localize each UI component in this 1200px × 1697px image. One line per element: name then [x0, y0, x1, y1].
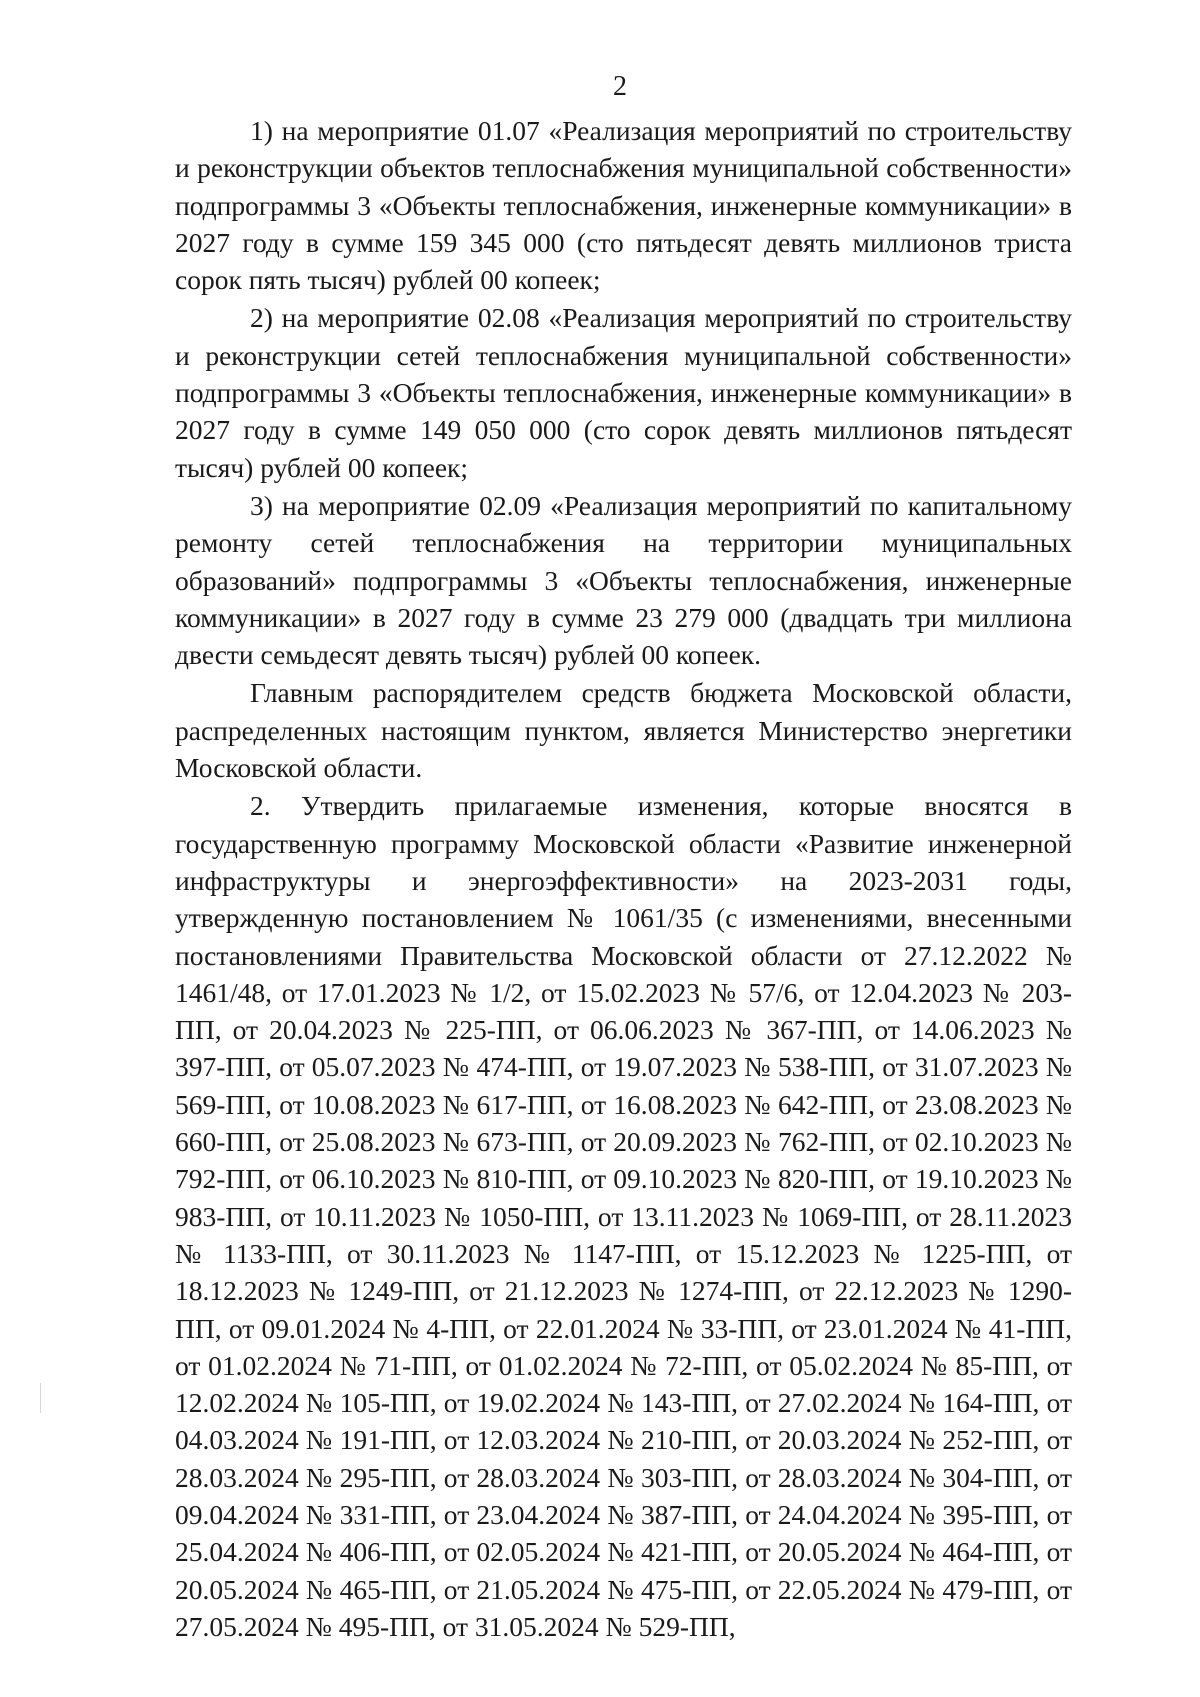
document-body [175, 112, 1072, 1645]
paragraph-budget-manager: Главным распорядителем средств бюджета Московской области, распределенных настоящим пунктом, является Министерство энергетики Московской области. [175, 677, 1072, 784]
paragraph-item-3: 3) на мероприятие 02.09 «Реализация мероприятий по капитальному ремонту сетей теплоснабжения на территории муниципальных образований» подпрограммы 3 «Объекты теплоснабжения, инженерные коммуникации» в 2027 году в сумме 23 279 000 (двадцать три миллиона двести семьдесят девять тысяч) рублей 00 копеек. [175, 489, 1072, 671]
scan-edge-mark [40, 1383, 41, 1413]
paragraph-point-2-approve-changes: 2. Утвердить прилагаемые изменения, которые вносятся в государственную программу Московской области «Развитие инженерной инфраструктуры и энергоэффективности» на 2023-2031 годы, утвержденную постановлением № 1061/35 (с изменениями, внесенными постановлениями Правительства Московской области от 27.12.2022 № 1461/48, от 17.01.2023 № 1/2, от 15.02.2023 № 57/6, от 12.04.2023 № 203-ПП, от 20.04.2023 № 225-ПП, от 06.06.2023 № 367-ПП, от 14.06.2023 № 397-ПП, от 05.07.2023 № 474-ПП, от 19.07.2023 № 538-ПП, от 31.07.2023 № 569-ПП, от 10.08.2023 № 617-ПП, от 16.08.2023 № 642-ПП, от 23.08.2023 № 660-ПП, от 25.08.2023 № 673-ПП, от 20.09.2023 № 762-ПП, от 02.10.2023 № 792-ПП, от 06.10.2023 № 810-ПП, от 09.10.2023 № 820-ПП, от 19.10.2023 № 983-ПП, от 10.11.2023 № 1050-ПП, от 13.11.2023 № 1069-ПП, от 28.11.2023 № 1133-ПП, от 30.11.2023 № 1147-ПП, от 15.12.2023 № 1225-ПП, от 18.12.2023 № 1249-ПП, от 21.12.2023 № 1274-ПП, от 22.12.2023 № 1290-ПП, от 09.01.2024 № 4-ПП, от 22.01.2024 № 33-ПП, от 23.01.2024 № 41-ПП, от 01.02.2024 № 71-ПП, от 01.02.2024 № 72-ПП, от 05.02.2024 № 85-ПП, от 12.02.2024 № 105-ПП, от 19.02.2024 № 143-ПП, от 27.02.2024 № 164-ПП, от 04.03.2024 № 191-ПП, от 12.03.2024 № 210-ПП, от 20.03.2024 № 252-ПП, от 28.03.2024 № 295-ПП, от 28.03.2024 № 303-ПП, от 28.03.2024 № 304-ПП, от 09.04.2024 № 331-ПП, от 23.04.2024 № 387-ПП, от 24.04.2024 № 395-ПП, от 25.04.2024 № 406-ПП, от 02.05.2024 № 421-ПП, от 20.05.2024 № 464-ПП, от 20.05.2024 № 465-ПП, от 21.05.2024 № 475-ПП, от 22.05.2024 № 479-ПП, от 27.05.2024 № 495-ПП, от 31.05.2024 № 529-ПП, [175, 790, 1072, 1642]
page-number: 2 [613, 71, 627, 102]
paragraph-item-1: 1) на мероприятие 01.07 «Реализация мероприятий по строительству и реконструкции объектов теплоснабжения муниципальной собственности» подпрограммы 3 «Объекты теплоснабжения, инженерные коммуникации» в 2027 году в сумме 159 345 000 (сто пятьдесят девять миллионов триста сорок пять тысяч) рублей 00 копеек; [175, 115, 1072, 296]
paragraph-item-2: 2) на мероприятие 02.08 «Реализация мероприятий по строительству и реконструкции сетей теплоснабжения муниципальной собственности» подпрограммы 3 «Объекты теплоснабжения, инженерные коммуникации» в 2027 году в сумме 149 050 000 (сто сорок девять миллионов пятьдесят тысяч) рублей 00 копеек; [175, 302, 1072, 483]
